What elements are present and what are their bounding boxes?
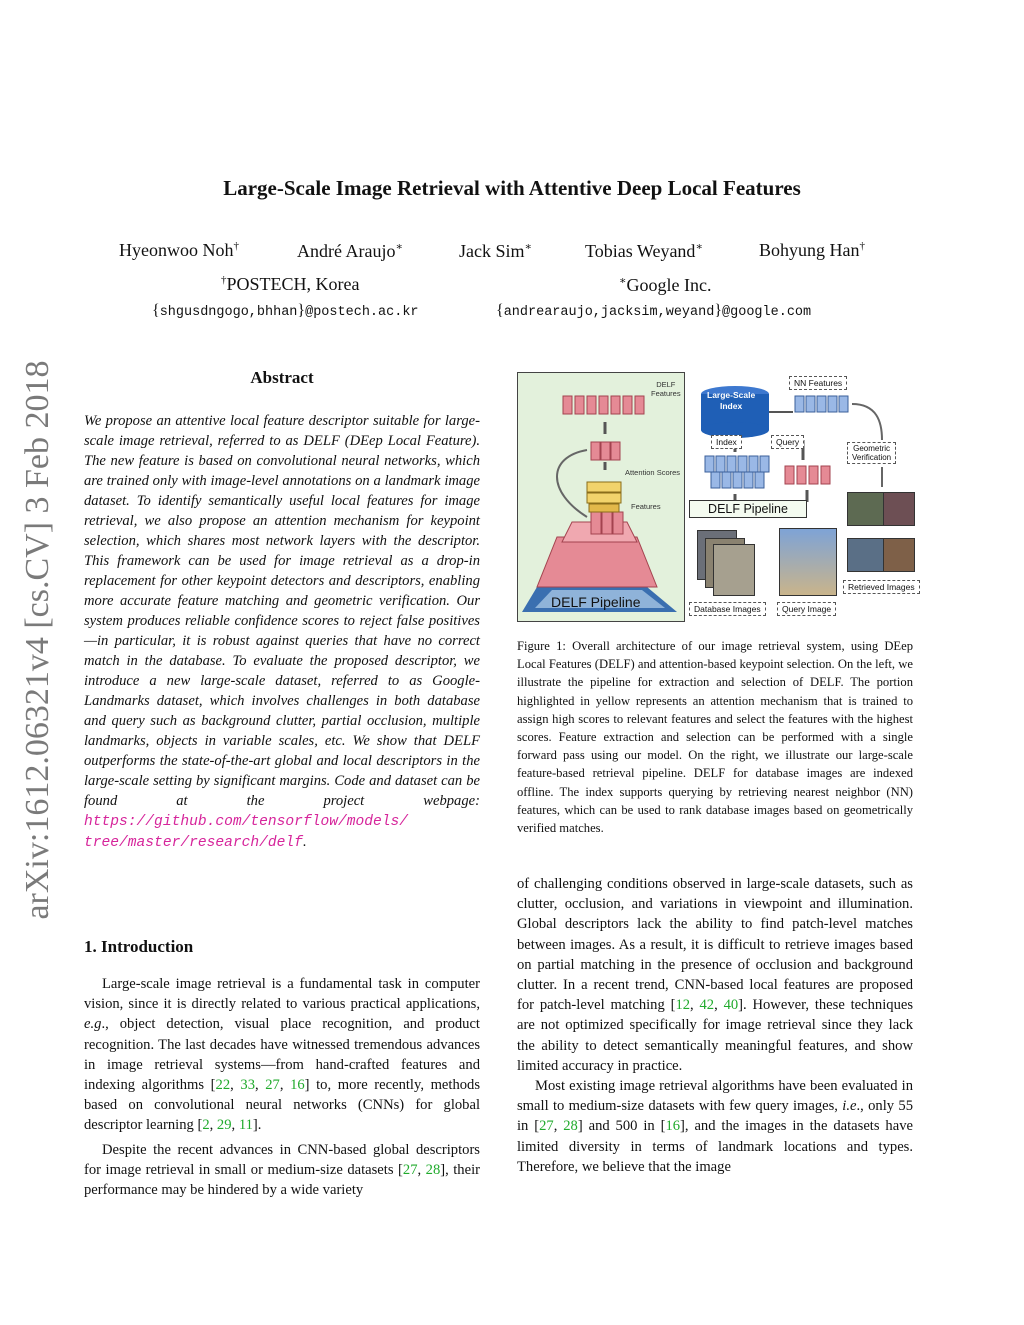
- paragraph: of challenging conditions observed in large-scale datasets, such as clutter, occlusion, and variations in viewpoint and illumination. Global descriptors lack the ability to find patch-level matches between images. As a result, it is difficult to retrieve images based on partial matching in the presence of occlusion and background clutter. In a recent trend, CNN-based local features are proposed for patch-level matching [12, 42, 40]. However, these techniques are not optimized specifically for image retrieval since they lack the ability to detect semantically meaningful features, and show limited accuracy in practice.: [517, 876, 914, 1074]
- retrieved-image-photo: [883, 538, 915, 572]
- paper-title: Large-Scale Image Retrieval with Attentive Deep Local Features: [223, 176, 801, 200]
- nn-features: [795, 396, 848, 412]
- label-geometric-verification: Geometric Verification: [847, 442, 896, 464]
- author: André Araujo∗: [297, 241, 403, 261]
- label-query: Query: [771, 435, 804, 449]
- citation-link[interactable]: 12: [675, 997, 691, 1014]
- label-database-images: Database Images: [689, 602, 766, 616]
- figure-architecture: [517, 372, 921, 622]
- abstract-heading: Abstract: [250, 368, 314, 387]
- retrieved-image-photo: [883, 492, 915, 526]
- email-postech: {shgusdngogo,bhhan}@postech.ac.kr: [152, 302, 419, 320]
- author: Jack Sim∗: [459, 241, 532, 261]
- citation-link[interactable]: 40: [723, 997, 739, 1014]
- citation-link[interactable]: 16: [665, 1118, 681, 1135]
- right-pipeline-title: DELF Pipeline: [689, 500, 807, 518]
- author: Hyeonwoo Noh†: [119, 240, 239, 260]
- attention-block: [587, 482, 621, 512]
- citation-link[interactable]: 16: [290, 1077, 305, 1094]
- author-list: [0, 240, 1024, 266]
- affiliation-postech: †POSTECH, Korea: [221, 274, 360, 294]
- label-features: Features: [631, 502, 661, 511]
- email-google: {andrearaujo,jacksim,weyand}@google.com: [496, 302, 812, 320]
- abstract-body: We propose an attentive local feature descriptor suitable for large-scale image retrieval, referred to as DELF (DEep Local Feature). The new feature is based on convolutional neural networks, which are trained only with image-level annotations on a landmark image dataset. To identify semantically useful local features for image retrieval, we also propose an attention mechanism for keypoint selection, which shares most network layers with the descriptor. This framework can be used for image retrieval as a drop-in replacement for other keypoint detectors and descriptors, enabling more accurate feature matching and geometric verification. Our system produces reliable confidence scores to reject false positives—in particular, it is robust against queries that have no correct match in the database. To evaluate the proposed descriptor, we introduce a new large-scale dataset, referred to as Google-Landmarks dataset, which involves challenges in both database and query such as background clutter, partial occlusion, multiple landmarks, objects in variable scales, etc. We show that DELF outperforms the state-of-the-art global and local descriptors in the large-scale setting by significant margins. Code and dataset can be found at the project webpage: https://github.com/tensorflow/models/ tree/master/research/delf.: [84, 413, 480, 851]
- query-image-photo: [779, 528, 837, 596]
- label-index: Index: [711, 435, 742, 449]
- paragraph: Most existing image retrieval algorithms have been evaluated in small to medium-size datasets with few query images, i.e., only 55 in [27, 28] and 500 in [16], and the images in the datasets have limited diversity in terms of landmark locations and types. Therefore, we believe that the image: [517, 1078, 913, 1175]
- label-index-title: Large-Scale Index: [707, 390, 756, 411]
- citation-link[interactable]: 2: [202, 1117, 210, 1134]
- citation-link[interactable]: 11: [238, 1117, 253, 1134]
- section-heading-introduction: 1. Introduction: [84, 937, 194, 956]
- author: Bohyung Han†: [759, 240, 865, 260]
- label-retrieved-images: Retrieved Images: [843, 580, 920, 594]
- citation-link[interactable]: 27: [265, 1077, 280, 1094]
- retrieved-image-photo: [847, 492, 885, 526]
- label-attention-scores: Attention Scores: [625, 468, 681, 477]
- left-pipeline-title: DELF Pipeline: [551, 594, 641, 610]
- paragraph: Large-scale image retrieval is a fundamental task in computer vision, since it is directly related to various practical applications, e.g., object detection, visual place recognition, and product recognition. The last decades have witnessed tremendous advances in image retrieval systems—from hand-crafted features and indexing algorithms [22, 33, 27, 16] to, more recently, methods based on convolutional neural networks (CNNs) for global descriptor learning [2, 29, 11].: [84, 976, 481, 1134]
- label-query-image: Query Image: [777, 602, 836, 616]
- citation-link[interactable]: 22: [215, 1077, 231, 1094]
- cnn-pyramid: [537, 537, 657, 587]
- label-nn-features: NN Features: [789, 376, 847, 390]
- database-image-photo: [713, 544, 755, 596]
- citation-link[interactable]: 28: [425, 1161, 441, 1178]
- paragraph: Despite the recent advances in CNN-based global descriptors for image retrieval in small or medium-size datasets [27, 28], their performance may be hindered by a wide variety: [84, 1141, 480, 1199]
- right-column-text: [517, 874, 913, 1177]
- intro-left-column: [84, 974, 480, 1200]
- arxiv-stamp: arXiv:1612.06321v4 [cs.CV] 3 Feb 2018: [19, 360, 56, 920]
- figure-caption: Figure 1: Overall architecture of our image retrieval system, using DEep Local Features (DELF) and attention-based keypoint selection. On the left, we illustrate the pipeline for extraction and selection of DELF. The portion highlighted in yellow represents an attention mechanism that is trained to assign high scores to relevant features and select the features with the highest scores. Feature extraction and selection can be performed with a single forward pass using our model. On the right, we illustrate our large-scale feature-based retrieval pipeline. DELF for database images are indexed offline. The index supports querying by retrieving nearest neighbor (NN) features, which can be used to rank database images based on geometrically verified matches.: [517, 639, 913, 836]
- citation-link[interactable]: 42: [699, 997, 715, 1014]
- citation-link[interactable]: 33: [240, 1077, 255, 1094]
- citation-link[interactable]: 28: [563, 1118, 578, 1135]
- author: Tobias Weyand∗: [585, 241, 703, 261]
- citation-link[interactable]: 27: [539, 1118, 554, 1135]
- citation-link[interactable]: 29: [216, 1117, 232, 1134]
- project-link[interactable]: https://github.com/tensorflow/models/ tree/master/research/delf: [84, 814, 409, 851]
- retrieved-image-photo: [847, 538, 885, 572]
- citation-link[interactable]: 27: [402, 1161, 418, 1178]
- affiliation-google: ∗Google Inc.: [619, 275, 712, 295]
- feature-maps: [591, 512, 623, 534]
- curved-arrow: [557, 450, 587, 517]
- label-delf-features: DELF Features: [651, 380, 681, 398]
